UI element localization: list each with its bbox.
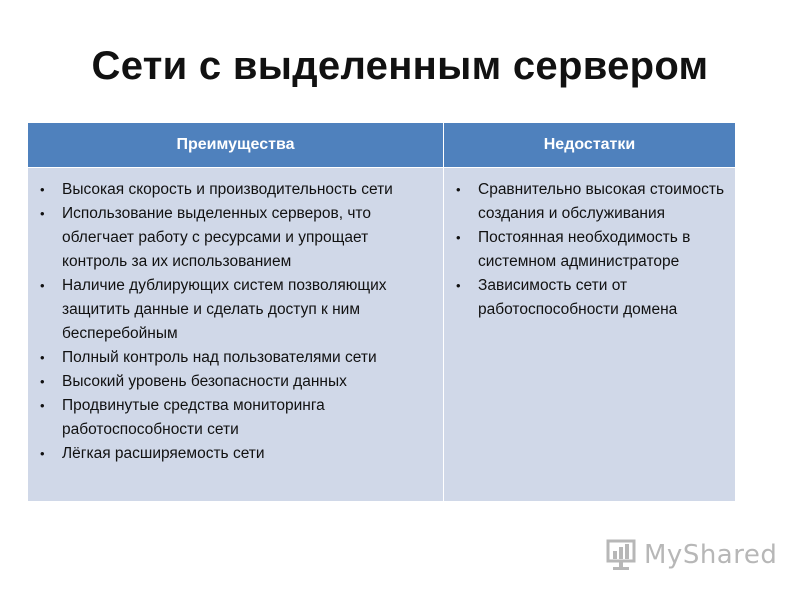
slide-title: Сети с выделенным сервером	[91, 44, 709, 88]
list-item	[450, 178, 729, 226]
disadvantages-list	[450, 178, 729, 322]
bullet-icon: •	[40, 398, 45, 413]
list-item	[450, 274, 729, 322]
list-item-text: Полный контроль над пользователями сети	[62, 349, 377, 366]
list-item-text: Постоянная необходимость в системном администраторе	[478, 229, 691, 270]
bullet-icon: •	[456, 278, 461, 293]
bullet-icon: •	[40, 278, 45, 293]
logo-text: MyShared	[644, 540, 778, 570]
bullet-icon: •	[40, 350, 45, 365]
list-item	[34, 178, 437, 202]
header-advantages: Преимущества	[28, 123, 444, 168]
list-item	[34, 394, 437, 442]
bullet-icon: •	[40, 206, 45, 221]
bullet-icon: •	[40, 446, 45, 461]
list-item	[34, 442, 437, 466]
list-item-text: Высокий уровень безопасности данных	[62, 373, 347, 390]
list-item-text: Зависимость сети от работоспособности домена	[478, 277, 678, 318]
myshared-logo	[606, 536, 777, 574]
list-item-text: Наличие дублирующих систем позволяющих защитить данные и сделать доступ к ним бесперебойным	[62, 277, 387, 342]
bullet-icon: •	[456, 230, 461, 245]
list-item	[34, 202, 437, 274]
list-item	[34, 274, 437, 346]
bar-chart-icon	[606, 537, 640, 573]
table-row	[28, 168, 736, 502]
bullet-icon: •	[456, 182, 461, 197]
table-header-row	[28, 123, 736, 168]
header-disadvantages: Недостатки	[444, 123, 736, 168]
advantages-list	[34, 178, 437, 466]
list-item-text: Высокая скорость и производительность сети	[62, 181, 393, 198]
list-item-text: Сравнительно высокая стоимость создания и обслуживания	[478, 181, 725, 222]
advantages-cell	[28, 168, 444, 502]
comparison-table	[27, 122, 736, 502]
bullet-icon: •	[40, 374, 45, 389]
list-item	[34, 370, 437, 394]
list-item	[34, 346, 437, 370]
list-item	[450, 226, 729, 274]
list-item-text: Продвинутые средства мониторинга работоспособности сети	[62, 397, 325, 438]
bullet-icon: •	[40, 182, 45, 197]
list-item-text: Лёгкая расширяемость сети	[62, 445, 265, 462]
list-item-text: Использование выделенных серверов, что облегчает работу с ресурсами и упрощает контроль за их использованием	[62, 205, 371, 270]
disadvantages-cell	[444, 168, 736, 502]
